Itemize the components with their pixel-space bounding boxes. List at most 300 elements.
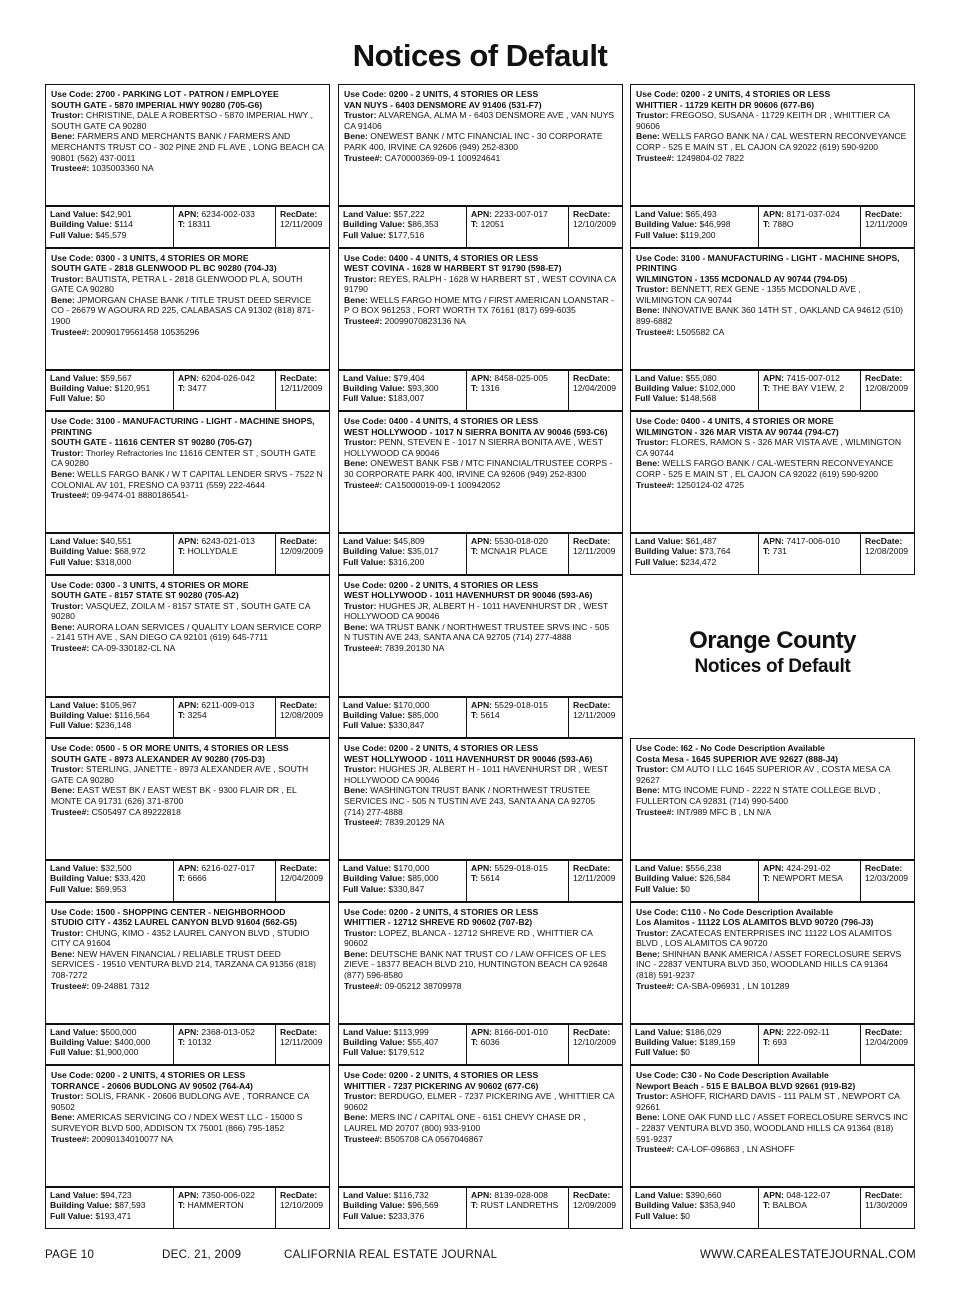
value-column bbox=[339, 1025, 467, 1065]
apn-line bbox=[178, 373, 271, 383]
land-value-label: Land Value: bbox=[343, 536, 392, 546]
building-value bbox=[635, 383, 754, 393]
trustor-line-label: Trustor: bbox=[344, 764, 377, 775]
value-box bbox=[338, 533, 623, 575]
apn-label: APN: bbox=[471, 1026, 493, 1037]
building-value bbox=[343, 546, 462, 556]
use-code: Use Code: 0200 - 2 UNITS, 4 STORIES OR LESS bbox=[344, 89, 539, 99]
apn-line bbox=[471, 1190, 564, 1200]
tract-value: NEWPORT MESA bbox=[772, 873, 843, 884]
use-code: Use Code: 0400 - 4 UNITS, 4 STORIES OR LESS bbox=[344, 252, 539, 263]
land-value bbox=[635, 536, 754, 546]
apn-value: 5530-018-020 bbox=[494, 536, 548, 546]
building-value-label: Building Value: bbox=[343, 546, 406, 557]
tract-value: 12051 bbox=[480, 219, 505, 230]
beneficiary-line-label: Bene: bbox=[51, 621, 75, 632]
tract-value: 18311 bbox=[187, 219, 211, 230]
tract-line bbox=[178, 1037, 271, 1047]
trustor-line-value: LOPEZ, BLANCA - 12712 SHREVE RD , WHITTIER CA 90602 bbox=[344, 927, 593, 949]
apn-label: APN: bbox=[471, 209, 493, 219]
tract-line bbox=[471, 546, 564, 556]
full-value bbox=[50, 1211, 169, 1221]
tract-line bbox=[178, 546, 271, 556]
recdate-column bbox=[569, 371, 622, 411]
trustor-line-label: Trustor: bbox=[636, 927, 669, 938]
apn-line bbox=[763, 209, 856, 219]
apn-value: 2233-007-017 bbox=[494, 209, 548, 219]
building-value-label: Building Value: bbox=[635, 1036, 698, 1047]
trustor-line bbox=[636, 437, 909, 458]
notice-entry bbox=[630, 738, 915, 860]
land-value bbox=[50, 373, 169, 383]
beneficiary-line bbox=[344, 949, 617, 981]
full-value bbox=[635, 1047, 754, 1057]
land-value bbox=[635, 1190, 754, 1200]
recdate-label: RecDate: bbox=[280, 699, 318, 710]
trustee-line-label: Trustee#: bbox=[344, 316, 383, 327]
property-address: SOUTH GATE - 2818 GLENWOOD PL BC 90280 (704-J3) bbox=[51, 263, 277, 274]
full-value-amount: $0 bbox=[680, 1047, 690, 1058]
trustor-line-value: ALVARENGA, ALMA M - 6403 DENSMORE AVE , VAN NUYS CA 91406 bbox=[344, 110, 615, 131]
full-value-amount: $236,148 bbox=[95, 720, 132, 731]
apn-value: 8458-025-005 bbox=[494, 372, 548, 383]
land-value-amount: $57,222 bbox=[393, 209, 425, 219]
trustor-line bbox=[344, 928, 617, 949]
apn-line bbox=[763, 863, 856, 873]
use-code: Use Code: C30 - No Code Description Available bbox=[636, 1070, 829, 1080]
tract-line bbox=[471, 1200, 564, 1210]
full-value-label: Full Value: bbox=[343, 556, 386, 567]
land-value bbox=[343, 536, 462, 546]
trustee-line bbox=[344, 480, 617, 491]
building-value-label: Building Value: bbox=[50, 546, 113, 557]
trustee-line bbox=[51, 163, 324, 174]
trustor-line-label: Trustor: bbox=[344, 437, 377, 448]
apn-value: 6216-027-017 bbox=[201, 863, 255, 873]
value-box bbox=[630, 860, 915, 902]
tract-value: HAMMERTON bbox=[187, 1200, 244, 1211]
trustor-line bbox=[344, 601, 617, 622]
full-value-label: Full Value: bbox=[50, 1047, 93, 1058]
trustee-line-label: Trustee#: bbox=[51, 163, 90, 174]
recdate-column bbox=[861, 1025, 914, 1065]
building-value-amount: $400,000 bbox=[114, 1036, 151, 1047]
property-address: WHITTIER - 12712 SHREVE RD 90602 (707-B2) bbox=[344, 917, 533, 928]
apn-value: 7415-007-012 bbox=[786, 372, 840, 383]
recdate-column bbox=[569, 207, 622, 247]
tract-label: T: bbox=[471, 1200, 479, 1211]
land-value-amount: $94,723 bbox=[100, 1190, 132, 1200]
value-box bbox=[630, 533, 915, 575]
trustee-line-label: Trustee#: bbox=[51, 643, 90, 654]
land-value-amount: $40,551 bbox=[100, 536, 132, 546]
full-value-amount: $177,516 bbox=[388, 229, 425, 240]
beneficiary-line bbox=[51, 949, 324, 981]
footer-date: DEC. 21, 2009 bbox=[162, 1249, 242, 1261]
apn-value: 6243-021-013 bbox=[201, 536, 255, 546]
trustor-line bbox=[636, 1091, 909, 1112]
apn-value: 2368-013-052 bbox=[201, 1026, 255, 1037]
land-value bbox=[343, 209, 462, 219]
trustor-line-label: Trustor: bbox=[51, 110, 84, 121]
tract-line bbox=[178, 1200, 271, 1210]
tract-label: T: bbox=[178, 382, 186, 393]
apn-label: APN: bbox=[471, 699, 493, 710]
use-code: Use Code: 3100 - MANUFACTURING - LIGHT - MACHINE SHOPS, PRINTING bbox=[636, 252, 900, 274]
trustee-line bbox=[636, 480, 909, 491]
tract-label: T: bbox=[178, 219, 186, 230]
beneficiary-line-value: MTG INCOME FUND - 2222 N STATE COLLEGE BLVD , FULLERTON CA 92831 (714) 990-5400 bbox=[636, 785, 881, 806]
beneficiary-line-value: WELLS FARGO BANK NA / CAL WESTERN RECONVEYANCE CORP - 525 E MAIN ST , EL CAJON CA 92022 (619) 590-9200 bbox=[636, 131, 907, 152]
recdate-label: RecDate: bbox=[280, 1190, 318, 1200]
value-column bbox=[46, 534, 174, 574]
trustor-line bbox=[51, 601, 324, 622]
building-value-amount: $96,569 bbox=[407, 1200, 439, 1211]
full-value-label: Full Value: bbox=[50, 393, 93, 404]
land-value bbox=[343, 863, 462, 873]
value-box bbox=[45, 1187, 330, 1229]
full-value bbox=[343, 557, 462, 567]
notice-entry bbox=[338, 84, 623, 206]
land-value-label: Land Value: bbox=[50, 536, 99, 546]
full-value bbox=[343, 884, 462, 894]
notice-entry bbox=[630, 84, 915, 206]
recdate-value: 12/04/2009 bbox=[573, 382, 617, 393]
tract-value: RUST LANDRETHS bbox=[480, 1200, 559, 1211]
value-box bbox=[45, 206, 330, 248]
trustee-line bbox=[344, 1134, 617, 1145]
recdate-column bbox=[861, 1188, 914, 1228]
trustor-line-value: FREGOSO, SUSANA - 11729 KEITH DR , WHITTIER CA 90606 bbox=[636, 110, 890, 131]
tract-value: 3254 bbox=[187, 709, 207, 720]
full-value-amount: $1,900,000 bbox=[95, 1047, 139, 1058]
land-value-label: Land Value: bbox=[635, 1026, 684, 1037]
trustee-line bbox=[344, 981, 617, 992]
full-value-amount: $233,376 bbox=[388, 1210, 425, 1221]
trustor-line bbox=[51, 928, 324, 949]
tract-line bbox=[763, 1200, 856, 1210]
full-value-label: Full Value: bbox=[635, 556, 678, 567]
property-address: TORRANCE - 20606 BUDLONG AV 90502 (764-A4) bbox=[51, 1080, 253, 1091]
beneficiary-line bbox=[636, 131, 909, 152]
full-value-label: Full Value: bbox=[635, 229, 678, 240]
building-value-amount: $46,998 bbox=[699, 219, 731, 230]
recdate-column bbox=[569, 1188, 622, 1228]
land-value-label: Land Value: bbox=[343, 863, 392, 873]
apn-value: 7417-006-010 bbox=[786, 536, 840, 546]
trustee-line-value: 7839.20129 NA bbox=[384, 817, 445, 828]
full-value-label: Full Value: bbox=[343, 393, 386, 404]
beneficiary-line bbox=[344, 785, 617, 817]
recdate-value: 12/08/2009 bbox=[280, 709, 324, 720]
land-value-label: Land Value: bbox=[50, 372, 99, 383]
recdate-label: RecDate: bbox=[280, 1026, 318, 1037]
trustee-line-label: Trustee#: bbox=[51, 326, 90, 337]
building-value-amount: $85,000 bbox=[407, 709, 439, 720]
apn-line bbox=[763, 536, 856, 546]
property-address: SOUTH GATE - 8157 STATE ST 90280 (705-A2) bbox=[51, 590, 239, 601]
notice-entry bbox=[338, 248, 623, 370]
building-value bbox=[50, 383, 169, 393]
trustee-line-value: 1249804-02 7822 bbox=[676, 152, 744, 163]
value-column bbox=[631, 371, 759, 411]
beneficiary-line-label: Bene: bbox=[636, 1112, 660, 1123]
notice-entry bbox=[45, 84, 330, 206]
beneficiary-line-value: WA TRUST BANK / NORTHWEST TRUSTEE SRVS INC - 505 N TUSTIN AVE 243, SANTA ANA CA 92705 (714) 277-4888 bbox=[344, 621, 610, 643]
tract-label: T: bbox=[471, 546, 479, 557]
apn-line bbox=[178, 1027, 271, 1037]
notice-entry bbox=[630, 1065, 915, 1187]
notice-entry bbox=[45, 248, 330, 370]
beneficiary-line-label: Bene: bbox=[344, 458, 368, 469]
land-value bbox=[50, 209, 169, 219]
recdate-column bbox=[276, 371, 329, 411]
apn-label: APN: bbox=[471, 1190, 493, 1200]
beneficiary-line-label: Bene: bbox=[344, 294, 368, 305]
beneficiary-line-value: AURORA LOAN SERVICES / QUALITY LOAN SERVICE CORP - 2141 5TH AVE , SAN DIEGO CA 92101 (619) 645-7711 bbox=[51, 621, 322, 643]
trustee-line-label: Trustee#: bbox=[51, 490, 90, 501]
land-value bbox=[635, 863, 754, 873]
parcel-column bbox=[174, 1188, 276, 1228]
use-code: Use Code: 0400 - 4 UNITS, 4 STORIES OR MORE bbox=[636, 416, 834, 426]
recdate-value: 12/11/2009 bbox=[280, 382, 323, 393]
building-value bbox=[50, 546, 169, 556]
land-value bbox=[635, 1027, 754, 1037]
trustor-line-value: HUGHES JR, ALBERT H - 1011 HAVENHURST DR , WEST HOLLYWOOD CA 90046 bbox=[344, 764, 609, 785]
parcel-column bbox=[467, 1188, 569, 1228]
parcel-column bbox=[174, 534, 276, 574]
value-box bbox=[630, 1024, 915, 1066]
building-value-amount: $116,564 bbox=[114, 709, 150, 720]
full-value-amount: $193,471 bbox=[95, 1210, 132, 1221]
trustee-line bbox=[344, 316, 617, 327]
notice-entry bbox=[630, 902, 915, 1024]
apn-value: 7350-006-022 bbox=[201, 1190, 255, 1200]
notice-entry bbox=[45, 411, 330, 533]
land-value-label: Land Value: bbox=[50, 699, 99, 710]
beneficiary-line-label: Bene: bbox=[636, 131, 660, 142]
building-value bbox=[50, 873, 169, 883]
building-value bbox=[343, 873, 462, 883]
beneficiary-line-value: EAST WEST BK / EAST WEST BK - 9300 FLAIR DR , EL MONTE CA 91731 (626) 371-8700 bbox=[51, 785, 297, 806]
trustor-line bbox=[344, 437, 617, 458]
land-value bbox=[343, 1027, 462, 1037]
beneficiary-line bbox=[344, 295, 617, 316]
recdate-label: RecDate: bbox=[573, 863, 611, 873]
apn-label: APN: bbox=[178, 699, 200, 710]
trustor-line-value: CHRISTINE, DALE A ROBERTSO - 5870 IMPERIAL HWY , SOUTH GATE CA 90280 bbox=[51, 110, 314, 131]
trustee-line bbox=[344, 643, 617, 654]
full-value bbox=[635, 884, 754, 894]
recdate-column bbox=[276, 861, 329, 901]
trustee-line-label: Trustee#: bbox=[636, 980, 675, 991]
property-address: WEST HOLLYWOOD - 1017 N SIERRA BONITA AV 90046 (593-C6) bbox=[344, 426, 608, 437]
beneficiary-line-label: Bene: bbox=[51, 294, 75, 305]
trustor-line bbox=[344, 1091, 617, 1112]
beneficiary-line-label: Bene: bbox=[51, 1112, 75, 1123]
full-value-label: Full Value: bbox=[50, 883, 93, 894]
apn-label: APN: bbox=[471, 372, 493, 383]
notice-entry bbox=[338, 411, 623, 533]
trustor-line bbox=[344, 764, 617, 785]
trustor-line-value: FLORES, RAMON S - 326 MAR VISTA AVE , WILMINGTON CA 90744 bbox=[636, 437, 902, 458]
building-value bbox=[343, 710, 462, 720]
apn-value: 6234-002-033 bbox=[201, 209, 255, 219]
trustee-line-value: 7839.20130 NA bbox=[384, 643, 445, 654]
apn-value: 5529-018-015 bbox=[494, 699, 548, 710]
trustee-line bbox=[344, 153, 617, 164]
land-value bbox=[343, 700, 462, 710]
beneficiary-line-value: WASHINGTON TRUST BANK / NORTHWEST TRUSTEE SERVICES INC - 505 N TUSTIN AVE 243, SANTA ANA CA 92705 (714) 277-4888 bbox=[344, 785, 596, 817]
apn-line bbox=[471, 863, 564, 873]
property-address: WEST COVINA - 1628 W HARBERT ST 91790 (598-E7) bbox=[344, 263, 562, 274]
recdate-column bbox=[276, 534, 329, 574]
recdate-label: RecDate: bbox=[280, 372, 318, 383]
full-value-amount: $119,200 bbox=[680, 229, 716, 240]
recdate-column bbox=[861, 371, 914, 411]
trustee-line bbox=[51, 327, 324, 338]
value-column bbox=[631, 1188, 759, 1228]
value-column bbox=[631, 861, 759, 901]
trustor-line-value: SOLIS, FRANK - 20606 BUDLONG AVE , TORRANCE CA 90502 bbox=[51, 1091, 309, 1112]
apn-label: APN: bbox=[178, 1190, 200, 1200]
land-value-label: Land Value: bbox=[50, 1190, 99, 1200]
notice-entry bbox=[630, 411, 915, 533]
building-value-amount: $35,017 bbox=[407, 546, 439, 557]
beneficiary-line bbox=[51, 131, 324, 163]
land-value-amount: $113,999 bbox=[393, 1026, 429, 1037]
apn-line bbox=[178, 700, 271, 710]
land-value-amount: $55,080 bbox=[685, 372, 717, 383]
trustor-line-value: REYES, RALPH - 1628 W HARBERT ST , WEST COVINA CA 91790 bbox=[344, 273, 616, 295]
trustee-line bbox=[636, 153, 909, 164]
land-value-label: Land Value: bbox=[343, 372, 392, 383]
recdate-label: RecDate: bbox=[865, 1026, 903, 1037]
full-value bbox=[343, 1211, 462, 1221]
value-box bbox=[338, 1024, 623, 1066]
full-value-label: Full Value: bbox=[635, 1047, 678, 1058]
trustee-line-value: L505582 CA bbox=[676, 326, 725, 337]
value-box bbox=[630, 370, 915, 412]
parcel-column bbox=[759, 207, 861, 247]
recdate-column bbox=[861, 861, 914, 901]
full-value-amount: $0 bbox=[680, 1210, 690, 1221]
tract-label: T: bbox=[178, 873, 186, 884]
tract-line bbox=[178, 383, 271, 393]
full-value bbox=[635, 230, 754, 240]
property-address: STUDIO CITY - 4352 LAUREL CANYON BLVD 91604 (562-G5) bbox=[51, 917, 297, 928]
beneficiary-line bbox=[51, 469, 324, 490]
trustor-line-value: BENNETT, REX GENE - 1355 MCDONALD AVE , WILMINGTON CA 90744 bbox=[636, 284, 861, 305]
parcel-column bbox=[174, 371, 276, 411]
tract-line bbox=[471, 873, 564, 883]
building-value bbox=[635, 1200, 754, 1210]
notice-entry bbox=[338, 902, 623, 1024]
tract-label: T: bbox=[471, 709, 479, 720]
parcel-column bbox=[174, 698, 276, 738]
footer-website: WWW.CAREALESTATEJOURNAL.COM bbox=[700, 1249, 916, 1261]
beneficiary-line-label: Bene: bbox=[51, 948, 75, 959]
tract-line bbox=[471, 710, 564, 720]
building-value-amount: $189,159 bbox=[699, 1036, 736, 1047]
trustee-line-label: Trustee#: bbox=[51, 1133, 90, 1144]
beneficiary-line-value: FARMERS AND MERCHANTS BANK / FARMERS AND MERCHANTS TRUST CO - 302 PINE 2ND FL AVE , LONG BEACH CA 90801 (562) 437-0011 bbox=[51, 131, 324, 163]
full-value bbox=[343, 720, 462, 730]
tract-label: T: bbox=[178, 1200, 186, 1211]
beneficiary-line-label: Bene: bbox=[636, 458, 660, 469]
beneficiary-line-value: WELLS FARGO BANK / CAL-WESTERN RECONVEYANCE CORP - 525 E MAIN ST , EL CAJON CA 92022 (619) 590-9200 bbox=[636, 458, 894, 479]
trustee-line-value: 20099070823136 NA bbox=[384, 316, 466, 327]
use-code: Use Code: 0200 - 2 UNITS, 4 STORIES OR LESS bbox=[636, 89, 831, 99]
trustee-line-value: 20090179561458 10535296 bbox=[91, 326, 200, 337]
trustor-line bbox=[636, 284, 909, 305]
property-address: WHITTIER - 7237 PICKERING AV 90602 (677-C6) bbox=[344, 1080, 539, 1091]
beneficiary-line-value: WELLS FARGO BANK / W T CAPITAL LENDER SRVS - 7522 N COLONIAL AV 101, FRESNO CA 93711 (559) 222-4644 bbox=[51, 468, 323, 490]
value-box bbox=[45, 370, 330, 412]
tract-line bbox=[178, 873, 271, 883]
apn-line bbox=[471, 373, 564, 383]
tract-value: 731 bbox=[772, 546, 787, 557]
beneficiary-line bbox=[344, 131, 617, 152]
trustee-line-label: Trustee#: bbox=[51, 980, 90, 991]
notice-entry bbox=[45, 738, 330, 860]
recdate-value: 11/30/2009 bbox=[865, 1200, 908, 1211]
building-value-label: Building Value: bbox=[343, 382, 406, 393]
recdate-value: 12/11/2009 bbox=[865, 219, 908, 230]
land-value bbox=[50, 863, 169, 873]
full-value bbox=[50, 393, 169, 403]
tract-label: T: bbox=[178, 546, 186, 557]
recdate-value: 12/04/2009 bbox=[865, 1036, 909, 1047]
building-value-label: Building Value: bbox=[50, 1036, 113, 1047]
apn-value: 8171-037-024 bbox=[786, 209, 840, 219]
notice-entry bbox=[338, 1065, 623, 1187]
building-value-label: Building Value: bbox=[343, 219, 406, 230]
building-value bbox=[343, 383, 462, 393]
apn-line bbox=[471, 700, 564, 710]
land-value-amount: $390,660 bbox=[685, 1190, 722, 1200]
building-value bbox=[50, 1037, 169, 1047]
full-value bbox=[343, 230, 462, 240]
tract-line bbox=[178, 219, 271, 229]
tract-line bbox=[178, 710, 271, 720]
trustee-line-value: 09-05212 38709978 bbox=[384, 980, 462, 991]
tract-value: MCNA1R PLACE bbox=[480, 546, 548, 557]
building-value-label: Building Value: bbox=[343, 873, 406, 884]
full-value-label: Full Value: bbox=[50, 720, 93, 731]
apn-line bbox=[471, 1027, 564, 1037]
full-value-label: Full Value: bbox=[635, 883, 678, 894]
tract-line bbox=[471, 1037, 564, 1047]
building-value bbox=[343, 1037, 462, 1047]
value-box bbox=[338, 860, 623, 902]
trustee-line bbox=[51, 643, 324, 654]
use-code: Use Code: 0500 - 5 OR MORE UNITS, 4 STORIES OR LESS bbox=[51, 743, 289, 753]
land-value bbox=[635, 373, 754, 383]
parcel-column bbox=[759, 1025, 861, 1065]
beneficiary-line-label: Bene: bbox=[636, 785, 660, 796]
recdate-label: RecDate: bbox=[573, 1190, 611, 1200]
recdate-label: RecDate: bbox=[573, 209, 611, 219]
apn-value: 6211-009-013 bbox=[201, 699, 255, 710]
land-value-label: Land Value: bbox=[635, 1190, 684, 1200]
recdate-label: RecDate: bbox=[280, 209, 318, 219]
land-value bbox=[50, 700, 169, 710]
full-value bbox=[635, 393, 754, 403]
trustee-line-label: Trustee#: bbox=[636, 479, 675, 490]
full-value bbox=[50, 1047, 169, 1057]
recdate-label: RecDate: bbox=[865, 372, 903, 383]
